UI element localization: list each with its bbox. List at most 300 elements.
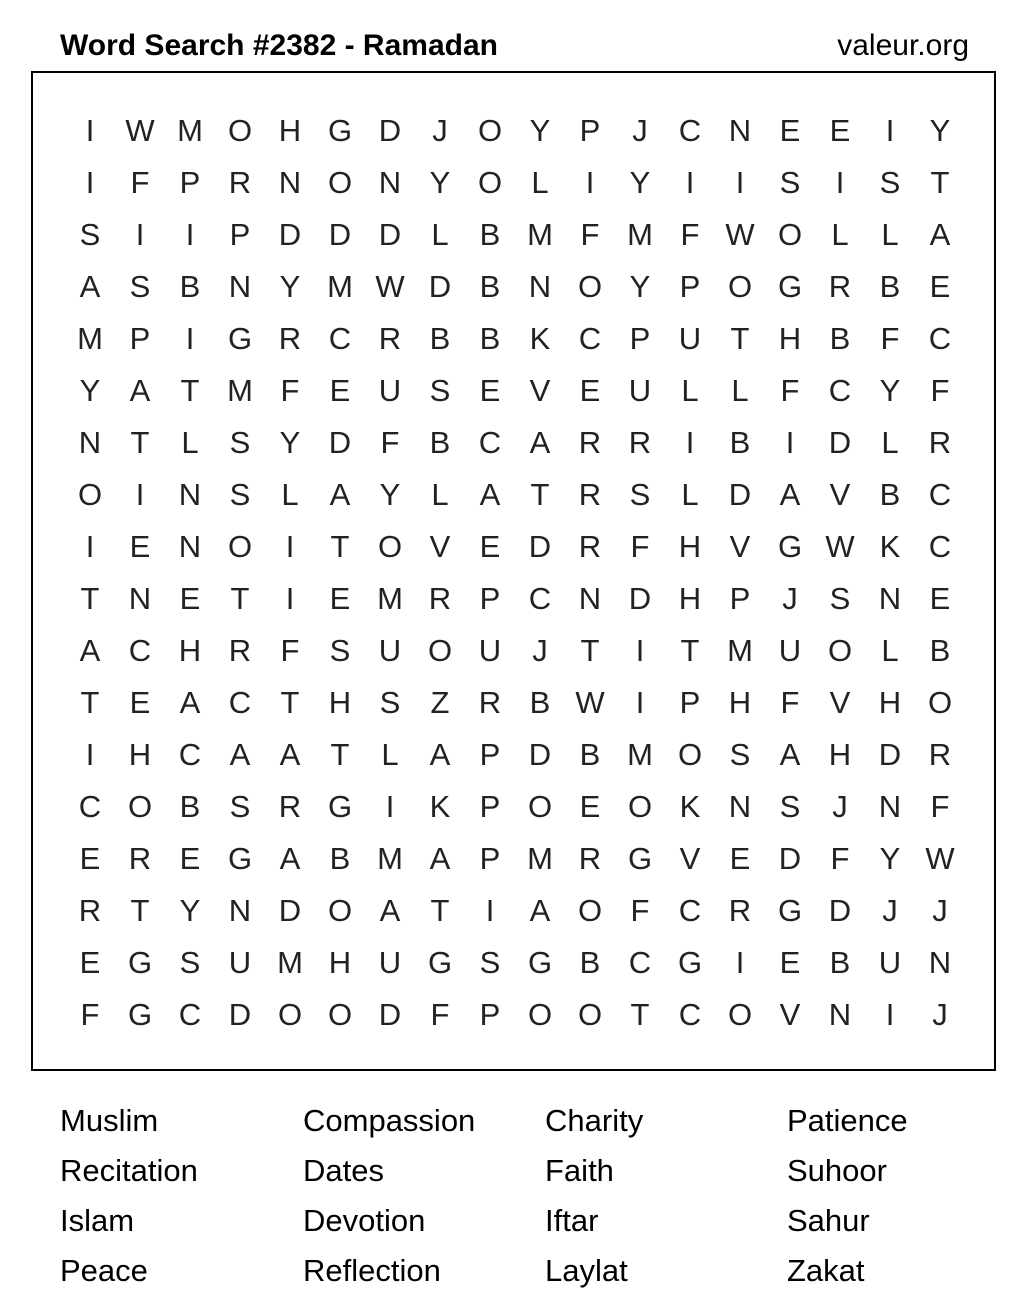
grid-letter[interactable]: H [128, 737, 152, 772]
grid-letter[interactable]: S [629, 477, 651, 512]
grid-letter[interactable]: R [428, 581, 452, 616]
grid-letter[interactable]: U [378, 945, 402, 980]
grid-letter[interactable]: W [125, 113, 155, 148]
grid-letter[interactable]: O [927, 685, 953, 720]
grid-letter[interactable]: D [378, 217, 402, 252]
grid-letter[interactable]: V [429, 529, 451, 564]
grid-letter[interactable]: M [527, 841, 553, 876]
grid-letter[interactable]: I [735, 945, 745, 980]
grid-letter[interactable]: E [129, 529, 151, 564]
grid-letter[interactable]: Y [179, 893, 201, 928]
grid-letter[interactable]: B [479, 321, 501, 356]
grid-letter[interactable]: I [635, 685, 645, 720]
grid-letter[interactable]: F [930, 789, 950, 824]
grid-letter[interactable]: C [78, 789, 102, 824]
grid-letter[interactable]: O [327, 165, 353, 200]
grid-letter[interactable]: T [130, 425, 150, 460]
grid-letter[interactable]: A [279, 841, 301, 876]
grid-letter[interactable]: E [929, 581, 951, 616]
grid-letter[interactable]: C [178, 737, 202, 772]
grid-letter[interactable]: C [928, 321, 952, 356]
grid-letter[interactable]: F [880, 321, 900, 356]
grid-letter[interactable]: M [727, 633, 753, 668]
grid-letter[interactable]: F [680, 217, 700, 252]
grid-letter[interactable]: T [630, 997, 650, 1032]
grid-letter[interactable]: A [529, 893, 551, 928]
grid-letter[interactable]: F [580, 217, 600, 252]
grid-letter[interactable]: T [580, 633, 600, 668]
grid-letter[interactable]: C [928, 477, 952, 512]
grid-letter[interactable]: N [578, 581, 602, 616]
grid-letter[interactable]: R [278, 789, 302, 824]
grid-letter[interactable]: E [329, 373, 351, 408]
grid-letter[interactable]: S [229, 789, 251, 824]
grid-letter[interactable]: V [529, 373, 551, 408]
grid-letter[interactable]: N [78, 425, 102, 460]
grid-letter[interactable]: Y [529, 113, 551, 148]
grid-letter[interactable]: I [85, 529, 95, 564]
grid-letter[interactable]: D [328, 425, 352, 460]
grid-letter[interactable]: I [285, 529, 295, 564]
grid-letter[interactable]: A [929, 217, 951, 252]
grid-letter[interactable]: E [479, 529, 501, 564]
grid-letter[interactable]: A [129, 373, 151, 408]
grid-letter[interactable]: D [278, 217, 302, 252]
grid-letter[interactable]: P [179, 165, 201, 200]
grid-letter[interactable]: I [885, 997, 895, 1032]
grid-letter[interactable]: T [230, 581, 250, 616]
grid-letter[interactable]: T [280, 685, 300, 720]
grid-letter[interactable]: T [930, 165, 950, 200]
grid-letter[interactable]: O [227, 113, 253, 148]
grid-letter[interactable]: R [228, 165, 252, 200]
grid-letter[interactable]: E [779, 945, 801, 980]
grid-letter[interactable]: I [85, 113, 95, 148]
grid-letter[interactable]: L [731, 373, 749, 408]
grid-letter[interactable]: D [728, 477, 752, 512]
grid-letter[interactable]: Y [379, 477, 401, 512]
grid-letter[interactable]: G [327, 113, 353, 148]
grid-letter[interactable]: T [530, 477, 550, 512]
grid-letter[interactable]: P [479, 789, 501, 824]
grid-letter[interactable]: V [779, 997, 801, 1032]
grid-letter[interactable]: B [329, 841, 351, 876]
grid-letter[interactable]: M [177, 113, 203, 148]
grid-letter[interactable]: F [80, 997, 100, 1032]
grid-letter[interactable]: Y [879, 841, 901, 876]
grid-letter[interactable]: H [778, 321, 802, 356]
grid-letter[interactable]: E [579, 789, 601, 824]
grid-letter[interactable]: T [80, 685, 100, 720]
grid-letter[interactable]: A [229, 737, 251, 772]
grid-letter[interactable]: U [628, 373, 652, 408]
grid-letter[interactable]: S [129, 269, 151, 304]
grid-letter[interactable]: N [928, 945, 952, 980]
grid-letter[interactable]: S [829, 581, 851, 616]
grid-letter[interactable]: E [79, 841, 101, 876]
grid-letter[interactable]: B [179, 789, 201, 824]
grid-letter[interactable]: O [227, 529, 253, 564]
grid-letter[interactable]: K [429, 789, 451, 824]
grid-letter[interactable]: O [577, 893, 603, 928]
grid-letter[interactable]: E [329, 581, 351, 616]
grid-letter[interactable]: I [835, 165, 845, 200]
grid-letter[interactable]: O [727, 997, 753, 1032]
grid-letter[interactable]: J [932, 997, 948, 1032]
grid-letter[interactable]: U [478, 633, 502, 668]
grid-letter[interactable]: H [278, 113, 302, 148]
grid-letter[interactable]: U [228, 945, 252, 980]
grid-letter[interactable]: C [128, 633, 152, 668]
grid-letter[interactable]: N [528, 269, 552, 304]
grid-letter[interactable]: R [578, 425, 602, 460]
grid-letter[interactable]: D [228, 997, 252, 1032]
grid-letter[interactable]: V [829, 477, 851, 512]
grid-letter[interactable]: R [378, 321, 402, 356]
grid-letter[interactable]: O [127, 789, 153, 824]
grid-letter[interactable]: J [532, 633, 548, 668]
grid-letter[interactable]: J [782, 581, 798, 616]
grid-letter[interactable]: A [429, 841, 451, 876]
grid-letter[interactable]: I [885, 113, 895, 148]
grid-letter[interactable]: F [280, 373, 300, 408]
grid-letter[interactable]: B [929, 633, 951, 668]
grid-letter[interactable]: G [777, 529, 803, 564]
grid-letter[interactable]: E [779, 113, 801, 148]
grid-letter[interactable]: A [429, 737, 451, 772]
grid-letter[interactable]: R [728, 893, 752, 928]
grid-letter[interactable]: C [478, 425, 502, 460]
grid-letter[interactable]: S [179, 945, 201, 980]
grid-letter[interactable]: O [627, 789, 653, 824]
grid-letter[interactable]: W [825, 529, 855, 564]
grid-letter[interactable]: O [327, 997, 353, 1032]
grid-letter[interactable]: P [629, 321, 651, 356]
grid-letter[interactable]: G [777, 269, 803, 304]
grid-letter[interactable]: V [829, 685, 851, 720]
grid-letter[interactable]: T [430, 893, 450, 928]
grid-letter[interactable]: O [777, 217, 803, 252]
grid-letter[interactable]: B [829, 945, 851, 980]
grid-letter[interactable]: N [178, 477, 202, 512]
grid-letter[interactable]: I [185, 321, 195, 356]
grid-letter[interactable]: W [375, 269, 405, 304]
grid-letter[interactable]: S [329, 633, 351, 668]
grid-letter[interactable]: R [628, 425, 652, 460]
grid-letter[interactable]: I [685, 165, 695, 200]
grid-letter[interactable]: G [677, 945, 703, 980]
grid-letter[interactable]: N [878, 789, 902, 824]
grid-letter[interactable]: E [929, 269, 951, 304]
grid-letter[interactable]: I [785, 425, 795, 460]
grid-letter[interactable]: H [178, 633, 202, 668]
grid-letter[interactable]: O [477, 165, 503, 200]
grid-letter[interactable]: I [485, 893, 495, 928]
grid-letter[interactable]: Y [879, 373, 901, 408]
grid-letter[interactable]: U [378, 373, 402, 408]
grid-letter[interactable]: J [932, 893, 948, 928]
grid-letter[interactable]: C [578, 321, 602, 356]
grid-letter[interactable]: G [227, 321, 253, 356]
grid-letter[interactable]: S [429, 373, 451, 408]
grid-letter[interactable]: I [85, 737, 95, 772]
grid-letter[interactable]: S [229, 425, 251, 460]
grid-letter[interactable]: P [129, 321, 151, 356]
grid-letter[interactable]: F [630, 893, 650, 928]
grid-letter[interactable]: G [527, 945, 553, 980]
grid-letter[interactable]: L [831, 217, 849, 252]
grid-letter[interactable]: T [330, 529, 350, 564]
grid-letter[interactable]: D [378, 997, 402, 1032]
grid-letter[interactable]: R [278, 321, 302, 356]
grid-letter[interactable]: S [479, 945, 501, 980]
grid-letter[interactable]: T [130, 893, 150, 928]
grid-letter[interactable]: G [427, 945, 453, 980]
grid-letter[interactable]: V [679, 841, 701, 876]
grid-letter[interactable]: D [828, 425, 852, 460]
grid-letter[interactable]: D [278, 893, 302, 928]
grid-letter[interactable]: B [479, 217, 501, 252]
grid-letter[interactable]: U [378, 633, 402, 668]
grid-letter[interactable]: D [828, 893, 852, 928]
grid-letter[interactable]: J [882, 893, 898, 928]
grid-letter[interactable]: I [285, 581, 295, 616]
grid-letter[interactable]: C [828, 373, 852, 408]
grid-letter[interactable]: O [277, 997, 303, 1032]
grid-letter[interactable]: B [829, 321, 851, 356]
grid-letter[interactable]: P [479, 841, 501, 876]
grid-letter[interactable]: B [529, 685, 551, 720]
grid-letter[interactable]: F [630, 529, 650, 564]
grid-letter[interactable]: E [179, 581, 201, 616]
grid-letter[interactable]: Y [279, 269, 301, 304]
grid-letter[interactable]: Y [929, 113, 951, 148]
grid-letter[interactable]: O [527, 997, 553, 1032]
grid-letter[interactable]: C [178, 997, 202, 1032]
grid-letter[interactable]: P [479, 737, 501, 772]
grid-letter[interactable]: A [179, 685, 201, 720]
grid-letter[interactable]: I [635, 633, 645, 668]
grid-letter[interactable]: G [127, 945, 153, 980]
grid-letter[interactable]: H [728, 685, 752, 720]
grid-letter[interactable]: P [579, 113, 601, 148]
grid-letter[interactable]: D [878, 737, 902, 772]
grid-letter[interactable]: F [780, 685, 800, 720]
grid-letter[interactable]: N [228, 269, 252, 304]
grid-letter[interactable]: C [678, 113, 702, 148]
grid-letter[interactable]: T [730, 321, 750, 356]
grid-letter[interactable]: R [578, 477, 602, 512]
grid-letter[interactable]: L [681, 373, 699, 408]
grid-letter[interactable]: O [577, 997, 603, 1032]
grid-letter[interactable]: R [78, 893, 102, 928]
grid-letter[interactable]: N [828, 997, 852, 1032]
grid-letter[interactable]: T [180, 373, 200, 408]
grid-letter[interactable]: C [628, 945, 652, 980]
grid-letter[interactable]: E [79, 945, 101, 980]
grid-letter[interactable]: A [529, 425, 551, 460]
grid-letter[interactable]: O [527, 789, 553, 824]
grid-letter[interactable]: L [881, 633, 899, 668]
grid-letter[interactable]: O [77, 477, 103, 512]
grid-letter[interactable]: O [427, 633, 453, 668]
grid-letter[interactable]: I [185, 217, 195, 252]
grid-letter[interactable]: Z [430, 685, 450, 720]
grid-letter[interactable]: U [778, 633, 802, 668]
grid-letter[interactable]: F [930, 373, 950, 408]
grid-letter[interactable]: N [178, 529, 202, 564]
grid-letter[interactable]: R [478, 685, 502, 720]
grid-letter[interactable]: G [777, 893, 803, 928]
grid-letter[interactable]: N [878, 581, 902, 616]
grid-letter[interactable]: L [381, 737, 399, 772]
grid-letter[interactable]: K [529, 321, 551, 356]
grid-letter[interactable]: P [229, 217, 251, 252]
grid-letter[interactable]: O [327, 893, 353, 928]
grid-letter[interactable]: S [779, 789, 801, 824]
grid-letter[interactable]: S [729, 737, 751, 772]
grid-letter[interactable]: R [578, 529, 602, 564]
grid-letter[interactable]: A [329, 477, 351, 512]
grid-letter[interactable]: Y [629, 269, 651, 304]
grid-letter[interactable]: O [677, 737, 703, 772]
grid-letter[interactable]: C [678, 893, 702, 928]
grid-letter[interactable]: J [832, 789, 848, 824]
grid-letter[interactable]: B [579, 737, 601, 772]
grid-letter[interactable]: W [725, 217, 755, 252]
grid-letter[interactable]: D [778, 841, 802, 876]
grid-letter[interactable]: C [328, 321, 352, 356]
grid-letter[interactable]: W [925, 841, 955, 876]
grid-letter[interactable]: T [680, 633, 700, 668]
grid-letter[interactable]: D [528, 529, 552, 564]
grid-letter[interactable]: I [135, 477, 145, 512]
grid-letter[interactable]: L [181, 425, 199, 460]
grid-letter[interactable]: M [377, 581, 403, 616]
grid-letter[interactable]: D [328, 217, 352, 252]
grid-letter[interactable]: I [585, 165, 595, 200]
grid-letter[interactable]: M [77, 321, 103, 356]
grid-letter[interactable]: D [628, 581, 652, 616]
grid-letter[interactable]: M [627, 217, 653, 252]
grid-letter[interactable]: C [928, 529, 952, 564]
grid-letter[interactable]: T [80, 581, 100, 616]
grid-letter[interactable]: N [128, 581, 152, 616]
grid-letter[interactable]: H [678, 529, 702, 564]
grid-letter[interactable]: L [681, 477, 699, 512]
grid-letter[interactable]: S [879, 165, 901, 200]
grid-letter[interactable]: L [431, 477, 449, 512]
grid-letter[interactable]: B [179, 269, 201, 304]
grid-letter[interactable]: L [881, 217, 899, 252]
grid-letter[interactable]: E [579, 373, 601, 408]
grid-letter[interactable]: R [578, 841, 602, 876]
grid-letter[interactable]: L [881, 425, 899, 460]
grid-letter[interactable]: C [528, 581, 552, 616]
grid-letter[interactable]: M [227, 373, 253, 408]
grid-letter[interactable]: N [278, 165, 302, 200]
grid-letter[interactable]: V [729, 529, 751, 564]
grid-letter[interactable]: M [527, 217, 553, 252]
grid-letter[interactable]: Y [279, 425, 301, 460]
grid-letter[interactable]: C [678, 997, 702, 1032]
grid-letter[interactable]: A [79, 269, 101, 304]
grid-letter[interactable]: W [575, 685, 605, 720]
grid-letter[interactable]: M [377, 841, 403, 876]
grid-letter[interactable]: N [728, 113, 752, 148]
grid-letter[interactable]: A [79, 633, 101, 668]
grid-letter[interactable]: I [85, 165, 95, 200]
grid-letter[interactable]: R [828, 269, 852, 304]
grid-letter[interactable]: L [281, 477, 299, 512]
grid-letter[interactable]: M [327, 269, 353, 304]
grid-letter[interactable]: M [627, 737, 653, 772]
grid-letter[interactable]: Y [429, 165, 451, 200]
grid-letter[interactable]: N [228, 893, 252, 928]
grid-letter[interactable]: M [277, 945, 303, 980]
grid-letter[interactable]: E [729, 841, 751, 876]
grid-letter[interactable]: H [828, 737, 852, 772]
grid-letter[interactable]: P [679, 685, 701, 720]
grid-letter[interactable]: E [179, 841, 201, 876]
grid-letter[interactable]: E [829, 113, 851, 148]
grid-letter[interactable]: B [579, 945, 601, 980]
grid-letter[interactable]: D [528, 737, 552, 772]
grid-letter[interactable]: D [428, 269, 452, 304]
grid-letter[interactable]: R [928, 737, 952, 772]
grid-letter[interactable]: O [827, 633, 853, 668]
grid-letter[interactable]: G [627, 841, 653, 876]
grid-letter[interactable]: B [429, 321, 451, 356]
grid-letter[interactable]: N [728, 789, 752, 824]
grid-letter[interactable]: R [928, 425, 952, 460]
grid-letter[interactable]: F [830, 841, 850, 876]
grid-letter[interactable]: K [879, 529, 901, 564]
grid-letter[interactable]: E [479, 373, 501, 408]
grid-letter[interactable]: B [479, 269, 501, 304]
grid-letter[interactable]: P [479, 581, 501, 616]
grid-letter[interactable]: O [477, 113, 503, 148]
grid-letter[interactable]: S [379, 685, 401, 720]
grid-letter[interactable]: L [431, 217, 449, 252]
grid-letter[interactable]: A [779, 477, 801, 512]
grid-letter[interactable]: G [327, 789, 353, 824]
grid-letter[interactable]: U [878, 945, 902, 980]
grid-letter[interactable]: O [377, 529, 403, 564]
grid-letter[interactable]: H [328, 685, 352, 720]
grid-letter[interactable]: H [878, 685, 902, 720]
grid-letter[interactable]: B [879, 477, 901, 512]
grid-letter[interactable]: S [779, 165, 801, 200]
grid-letter[interactable]: G [127, 997, 153, 1032]
grid-letter[interactable]: P [729, 581, 751, 616]
grid-letter[interactable]: F [130, 165, 150, 200]
grid-letter[interactable]: F [280, 633, 300, 668]
grid-letter[interactable]: J [432, 113, 448, 148]
grid-letter[interactable]: S [79, 217, 101, 252]
grid-letter[interactable]: I [385, 789, 395, 824]
grid-letter[interactable]: A [379, 893, 401, 928]
grid-letter[interactable]: U [678, 321, 702, 356]
grid-letter[interactable]: H [678, 581, 702, 616]
grid-letter[interactable]: B [729, 425, 751, 460]
grid-letter[interactable]: J [632, 113, 648, 148]
grid-letter[interactable]: F [780, 373, 800, 408]
grid-letter[interactable]: Y [629, 165, 651, 200]
grid-letter[interactable]: O [577, 269, 603, 304]
grid-letter[interactable]: P [479, 997, 501, 1032]
grid-letter[interactable]: I [735, 165, 745, 200]
